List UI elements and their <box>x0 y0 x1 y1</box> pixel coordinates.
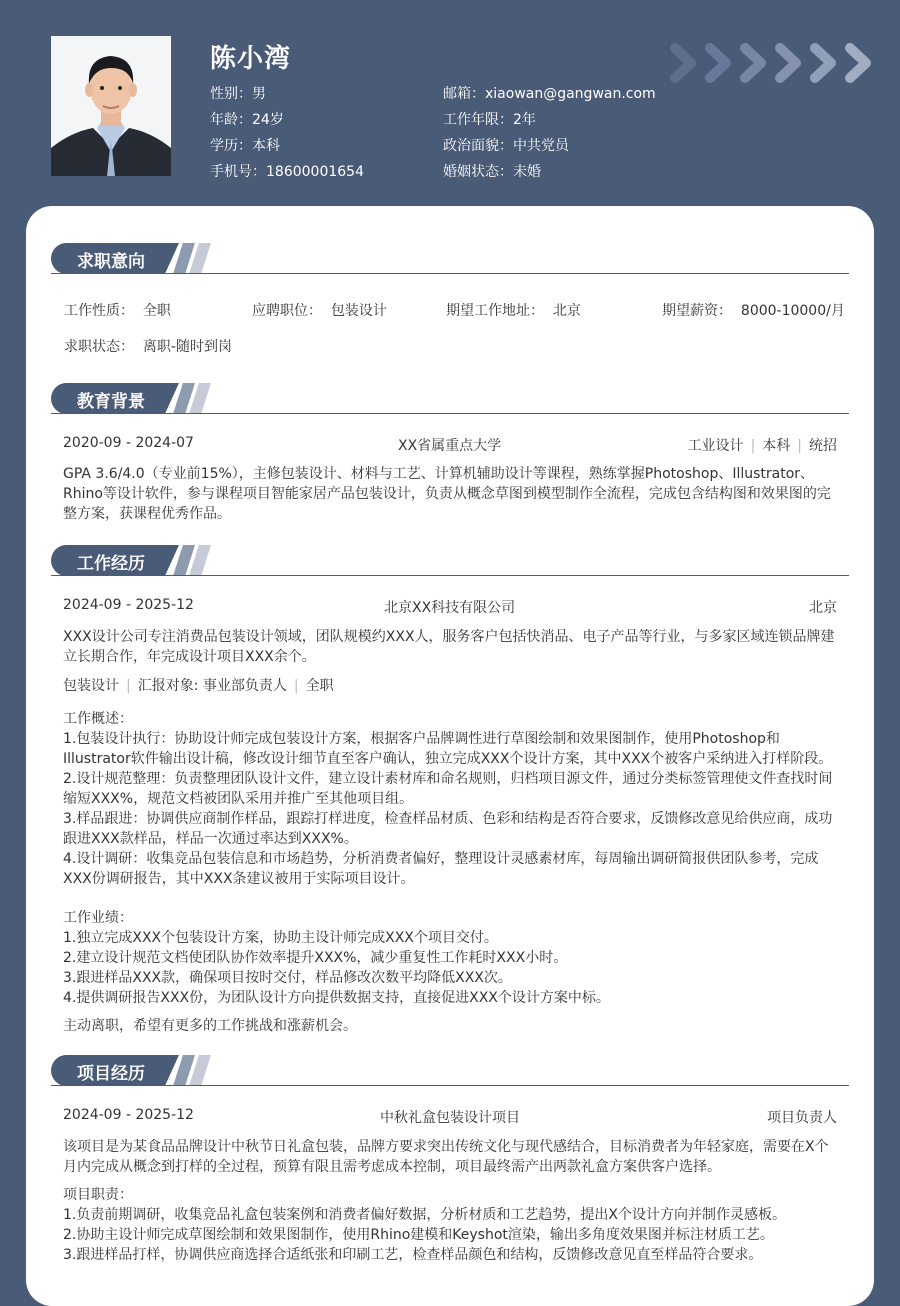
politics-info: 政治面貌：中共党员 <box>443 138 569 154</box>
section-header-education <box>51 383 851 415</box>
phone-info: 手机号：18600001654 <box>210 164 364 180</box>
resume-body-card <box>26 206 874 1306</box>
chevron-decoration-icon <box>665 42 875 84</box>
overview-item: 2.设计规范整理：负责整理团队设计文件，建立设计素材库和命名规则，归档项目源文件，通过分类标签管理使文件查找时间缩短XXX%，规范文档被团队采用并推广至其他项目组。 <box>63 771 833 807</box>
duty-item: 3.跟进样品打样，协调供应商选择合适纸张和印刷工艺，检查样品颜色和结构，反馈修改意见直至样品符合要求。 <box>63 1247 763 1263</box>
project-date: 2024-09 - 2025-12 <box>63 1107 194 1123</box>
section-title: 工作经历 <box>77 554 145 574</box>
work-tags: 包装设计 | 汇报对象: 事业部负责人 | 全职 <box>63 678 334 694</box>
section-title: 教育背景 <box>77 392 145 412</box>
section-header-project <box>51 1055 851 1087</box>
project-name: 中秋礼盒包装设计项目 <box>380 1110 520 1126</box>
company-name: 北京XX科技有限公司 <box>384 600 516 616</box>
education-tags: 工业设计 | 本科 | 统招 <box>687 438 837 454</box>
job-status: 求职状态： 离职-随时到岗 <box>64 339 232 355</box>
project-description: 该项目是为某食品品牌设计中秋节日礼盒包装，品牌方要求突出传统文化与现代感结合，目标消费者为年轻家庭，需要在X个月内完成从概念到打样的全过程，预算有限且需考虑成本控制，项目最终需产出两款礼盒方案供客户选择。 <box>63 1139 829 1175</box>
job-location: 期望工作地址： 北京 <box>446 303 581 319</box>
portrait-image <box>51 36 171 176</box>
duty-item: 2.协助主设计师完成草图绘制和效果图制作，使用Rhino建模和Keyshot渲染，输出多角度效果图并标注材质工艺。 <box>63 1227 774 1243</box>
marital-info: 婚姻状态：未婚 <box>443 164 541 180</box>
school-name: XX省属重点大学 <box>398 438 502 454</box>
education-description: GPA 3.6/4.0（专业前15%），主修包装设计、材料与工艺、计算机辅助设计等课程，熟练掌握Photoshop、Illustrator、Rhino等设计软件，参与课程项目智能家居产品包装设计，负责从概念草图到模型制作全流程，完成包含结构图和效果图的完整方案，获课程优秀作品。 <box>63 466 831 522</box>
overview-item: 4.设计调研：收集竞品包装信息和市场趋势，分析消费者偏好，整理设计灵感素材库，每周输出调研简报供团队参考，完成XXX份调研报告，其中XXX条建议被用于实际项目设计。 <box>63 851 819 887</box>
candidate-name: 陈小湾 <box>210 44 292 74</box>
profile-photo <box>51 36 171 176</box>
overview-heading: 工作概述： <box>63 711 133 727</box>
work-city: 北京 <box>809 600 837 616</box>
result-item: 4.提供调研报告XXX份，为团队设计方向提供数据支持，直接促进XXX个设计方案中标。 <box>63 990 610 1006</box>
section-header-intent <box>51 243 851 275</box>
result-item: 1.独立完成XXX个包装设计方案，协助主设计师完成XXX个项目交付。 <box>63 930 498 946</box>
overview-item: 3.样品跟进：协调供应商制作样品，跟踪打样进度，检查样品材质、色彩和结构是否符合要求，反馈修改意见给供应商，成功跟进XXX款样品，样品一次通过率达到XXX%。 <box>63 811 833 847</box>
result-item: 2.建立设计规范文档使团队协作效率提升XXX%，减少重复性工作耗时XXX小时。 <box>63 950 568 966</box>
email-info: 邮箱：xiaowan@gangwan.com <box>443 86 656 102</box>
job-salary: 期望薪资： 8000-10000/月 <box>662 303 845 319</box>
education-info: 学历：本科 <box>210 138 280 154</box>
gender-info: 性别：男 <box>210 86 266 102</box>
leave-reason: 主动离职，希望有更多的工作挑战和涨薪机会。 <box>63 1018 357 1034</box>
resume-header <box>0 0 900 210</box>
section-title: 项目经历 <box>77 1064 145 1084</box>
overview-item: 1.包装设计执行：协助设计师完成包装设计方案，根据客户品牌调性进行草图绘制和效果图制作，使用Photoshop和Illustrator软件输出设计稿，修改设计细节直至客户确认，独立完成XXX个设计方案，其中XXX个被客户采纳进入打样阶段。 <box>63 731 833 767</box>
section-title: 求职意向 <box>77 252 145 272</box>
education-date: 2020-09 - 2024-07 <box>63 435 194 451</box>
company-description: XXX设计公司专注消费品包装设计领域，团队规模约XXX人，服务客户包括快消品、电子产品等行业，与多家区域连锁品牌建立长期合作，年完成设计项目XXX余个。 <box>63 629 835 665</box>
age-info: 年龄：24岁 <box>210 112 284 128</box>
work-years-info: 工作年限：2年 <box>443 112 536 128</box>
duty-heading: 项目职责： <box>63 1187 133 1203</box>
section-header-work <box>51 545 851 577</box>
job-type: 工作性质： 全职 <box>64 303 171 319</box>
result-item: 3.跟进样品XXX款，确保项目按时交付，样品修改次数平均降低XXX次。 <box>63 970 512 986</box>
project-role: 项目负责人 <box>767 1110 837 1126</box>
job-position: 应聘职位： 包装设计 <box>252 303 387 319</box>
work-date: 2024-09 - 2025-12 <box>63 597 194 613</box>
results-heading: 工作业绩： <box>63 910 133 926</box>
duty-item: 1.负责前期调研，收集竞品礼盒包装案例和消费者偏好数据，分析材质和工艺趋势，提出X个设计方向并制作灵感板。 <box>63 1207 786 1223</box>
